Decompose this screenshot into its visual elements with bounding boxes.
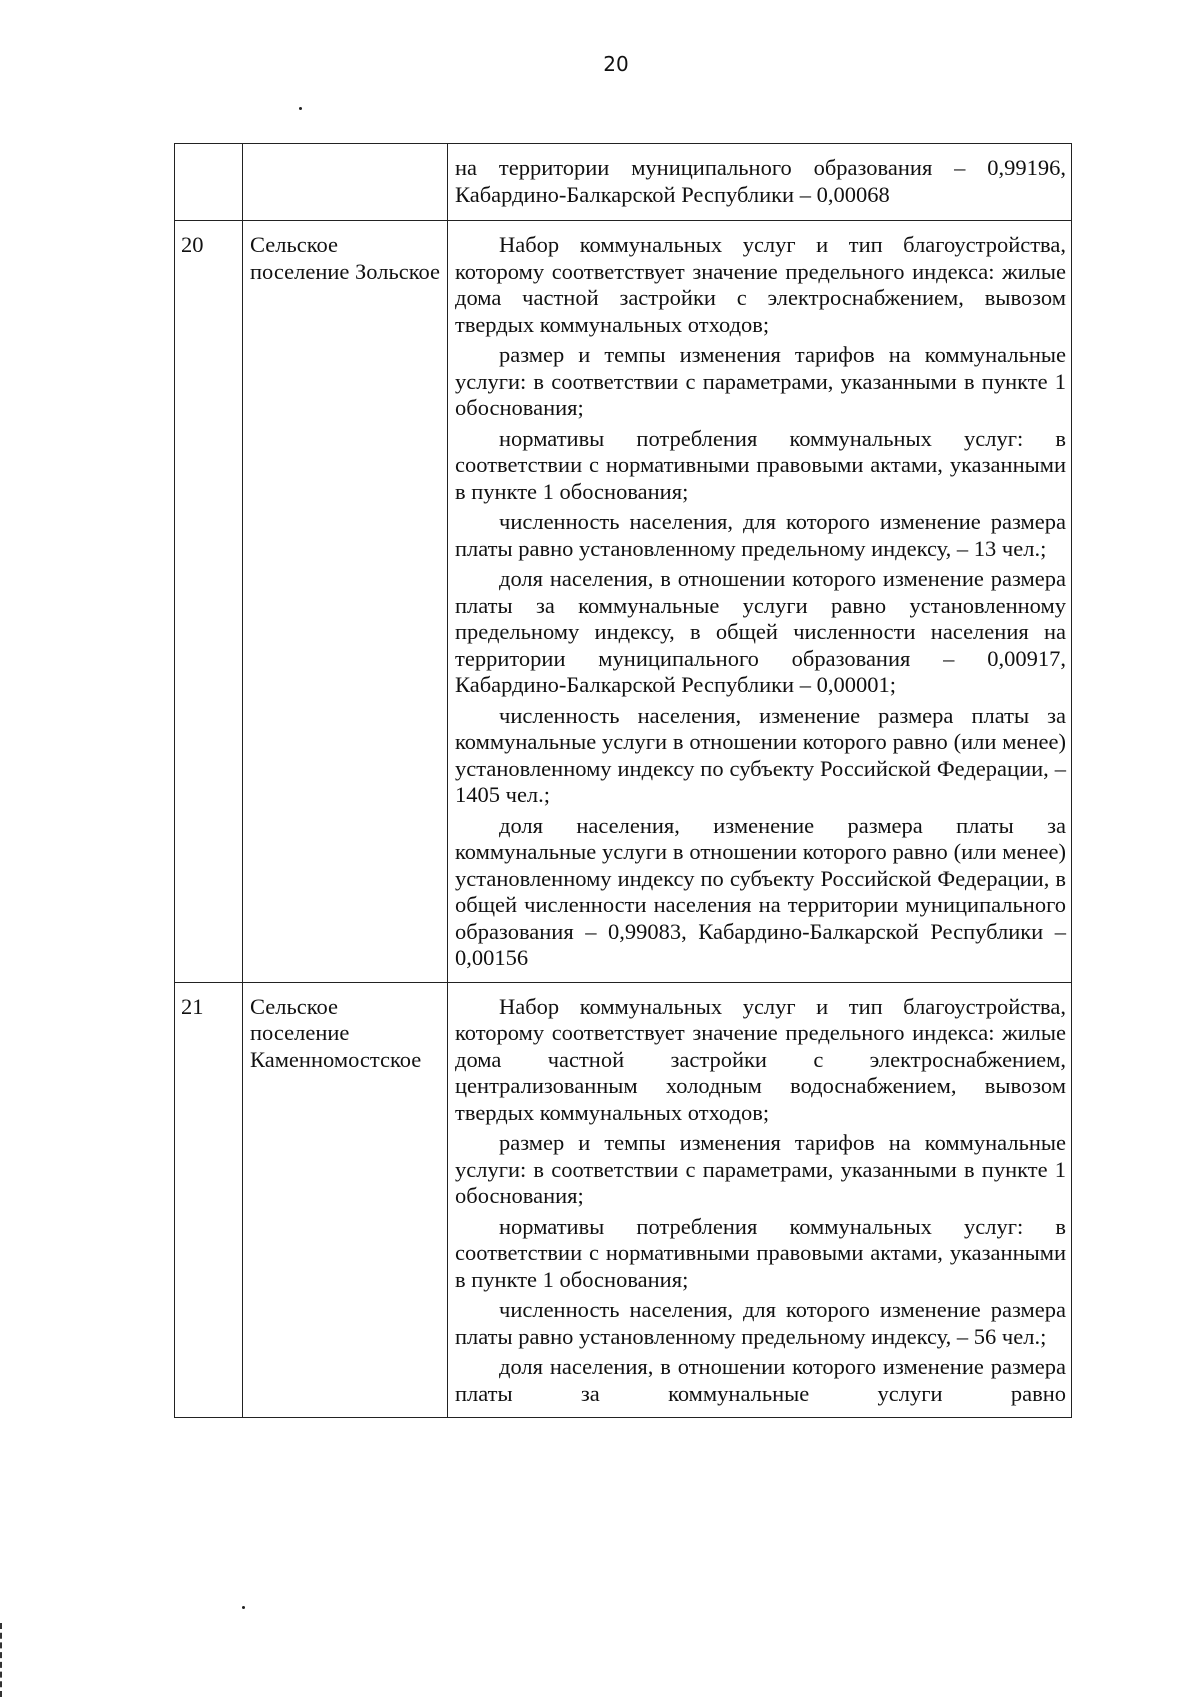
- row-text-cell: [448, 221, 1072, 983]
- document-table: [174, 143, 1072, 1418]
- row-text-cell: [448, 144, 1072, 221]
- scan-speck: [299, 107, 302, 110]
- scan-edge-marks: [0, 1623, 5, 1697]
- paragraph: доля населения, в отношении которого изменение размера платы за коммунальные услуги равно: [455, 1354, 1066, 1406]
- paragraph: численность населения, для которого изменение размера платы равно установленному предельному индексу, – 56 чел.;: [455, 1297, 1066, 1349]
- paragraph: численность населения, изменение размера платы за коммунальные услуги в отношении которого равно (или менее) установленному индексу по субъекту Российской Федерации, – 1405 чел.;: [455, 702, 1066, 807]
- row-name-cell: [243, 144, 448, 221]
- row-number-cell: 20: [175, 221, 243, 983]
- table-row-continuation: [175, 144, 1072, 221]
- paragraph: размер и темпы изменения тарифов на коммунальные услуги: в соответствии с параметрами, указанными в пункте 1 обоснования;: [455, 342, 1066, 420]
- paragraph: нормативы потребления коммунальных услуг: в соответствии с нормативными правовыми актами, указанными в пункте 1 обоснования;: [455, 425, 1066, 504]
- paragraph: доля населения, в отношении которого изменение размера платы за коммунальные услуги равно установленному предельному индексу, в общей численности населения на территории муниципального образования – 0,00917, Кабардино-Балкарской Республики – 0,00001;: [455, 566, 1066, 697]
- paragraph: размер и темпы изменения тарифов на коммунальные услуги: в соответствии с параметрами, указанными в пункте 1 обоснования;: [455, 1130, 1066, 1208]
- row-number-cell: 21: [175, 982, 243, 1418]
- row-name-cell: Сельское поселение Зольское: [243, 221, 448, 983]
- paragraph: Набор коммунальных услуг и тип благоустройства, которому соответствует значение предельного индекса: жилые дома частной застройки с электроснабжением, централизованным холодным водоснабжением, вывозом твердых коммунальных отходов;: [455, 993, 1066, 1125]
- scan-speck: [242, 1606, 245, 1609]
- row-number-cell: [175, 144, 243, 221]
- paragraph: на территории муниципального образования – 0,99196, Кабардино-Балкарской Республики – 0,00068: [455, 155, 1066, 207]
- row-text-cell: [448, 982, 1072, 1418]
- paragraph: Набор коммунальных услуг и тип благоустройства, которому соответствует значение предельного индекса: жилые дома частной застройки с электроснабжением, вывозом твердых коммунальных отходов;: [455, 232, 1066, 337]
- row-name-cell: Сельское поселение Каменномостское: [243, 982, 448, 1418]
- page-number: 20: [603, 52, 629, 76]
- paragraph: доля населения, изменение размера платы за коммунальные услуги в отношении которого равно (или менее) установленному индексу по субъекту Российской Федерации, в общей численности населения на территории муниципального образования – 0,99083, Кабардино-Балкарской Республики – 0,00156: [455, 812, 1066, 970]
- paragraph: нормативы потребления коммунальных услуг: в соответствии с нормативными правовыми актами, указанными в пункте 1 обоснования;: [455, 1213, 1066, 1292]
- table-row: [175, 221, 1072, 983]
- paragraph: численность населения, для которого изменение размера платы равно установленному предельному индексу, – 13 чел.;: [455, 509, 1066, 561]
- table-row: [175, 982, 1072, 1418]
